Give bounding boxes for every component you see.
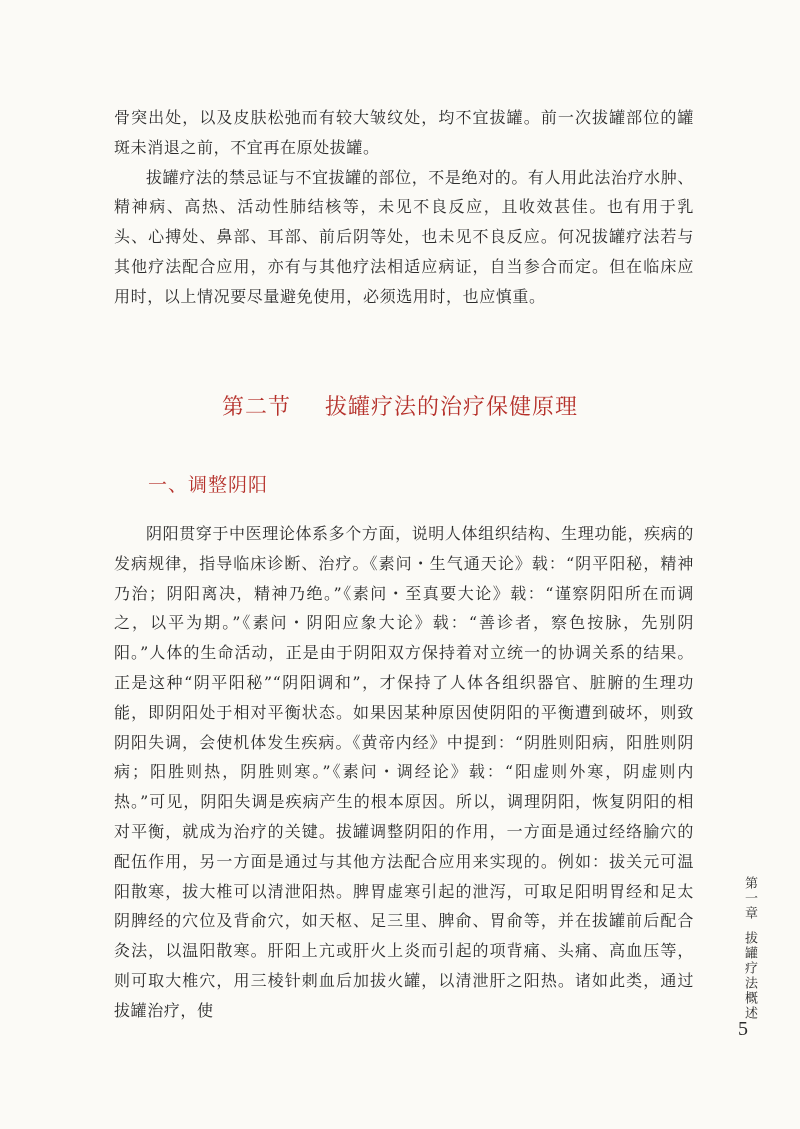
side-tab-title: 拔罐疗法概述 [742,931,757,1021]
section-heading [0,390,800,421]
side-tab-chapter: 第一章 [742,876,757,921]
main-text-block [114,519,694,1026]
page-number: 5 [738,1018,748,1040]
paragraph-continued: 骨突出处，以及皮肤松弛而有较大皱纹处，均不宜拔罐。前一次拔罐部位的罐斑未消退之前，不宜再在原处拔罐。 [114,108,694,157]
section-number: 第二节 [221,395,291,420]
section-title-text: 拔罐疗法的治疗保健原理 [325,395,579,420]
paragraph-yin-yang: 阴阳贯穿于中医理论体系多个方面，说明人体组织结构、生理功能，疾病的发病规律，指导临床诊断、治疗。《素问・生气通天论》载：“阴平阳秘，精神乃治；阴阳离决，精神乃绝。”《素问・至真要大论》载：“谨察阴阳所在而调之，以平为期。”《素问・阴阳应象大论》载：“善诊者，察色按脉，先别阴阳。”人体的生命活动，正是由于阴阳双方保持着对立统一的协调关系的结果。正是这种“阴平阳秘”“阴阳调和”，才保持了人体各组织器官、脏腑的生理功能，即阴阳处于相对平衡状态。如果因某种原因使阴阳的平衡遭到破坏，则致阴阳失调，会使机体发生疾病。《黄帝内经》中提到：“阴胜则阳病，阳胜则阴病；阳胜则热，阴胜则寒。”《素问・调经论》载：“阳虚则外寒，阴虚则内热。”可见，阴阳失调是疾病产生的根本原因。所以，调理阴阳，恢复阴阳的相对平衡，就成为治疗的关键。拔罐调整阴阳的作用，一方面是通过经络腧穴的配伍作用，另一方面是通过与其他方法配合应用来实现的。例如：拔关元可温阳散寒，拔大椎可以清泄阳热。脾胃虚寒引起的泄泻，可取足阳明胃经和足太阴脾经的穴位及背俞穴，如天枢、足三里、脾俞、胃俞等，并在拔罐前后配合灸法，以温阳散寒。肝阳上亢或肝火上炎而引起的项背痛、头痛、高血压等，则可取大椎穴，用三棱针刺血后加拔火罐，以清泄肝之阳热。诸如此类，通过拔罐治疗，使 [114,524,694,1020]
top-text-block [114,103,694,312]
chapter-side-tab [731,876,757,1021]
subsection-heading: 一、调整阴阳 [148,474,269,496]
paragraph-contraindications: 拔罐疗法的禁忌证与不宜拔罐的部位，不是绝对的。有人用此法治疗水肿、精神病、高热、活动性肺结核等，未见不良反应，且收效甚佳。也有用于乳头、心搏处、鼻部、耳部、前后阴等处，也未见不良反应。何况拔罐疗法若与其他疗法配合应用，亦有与其他疗法相适应病证，自当参合而定。但在临床应用时，以上情况要尽量避免使用，必须选用时，也应慎重。 [114,167,694,306]
